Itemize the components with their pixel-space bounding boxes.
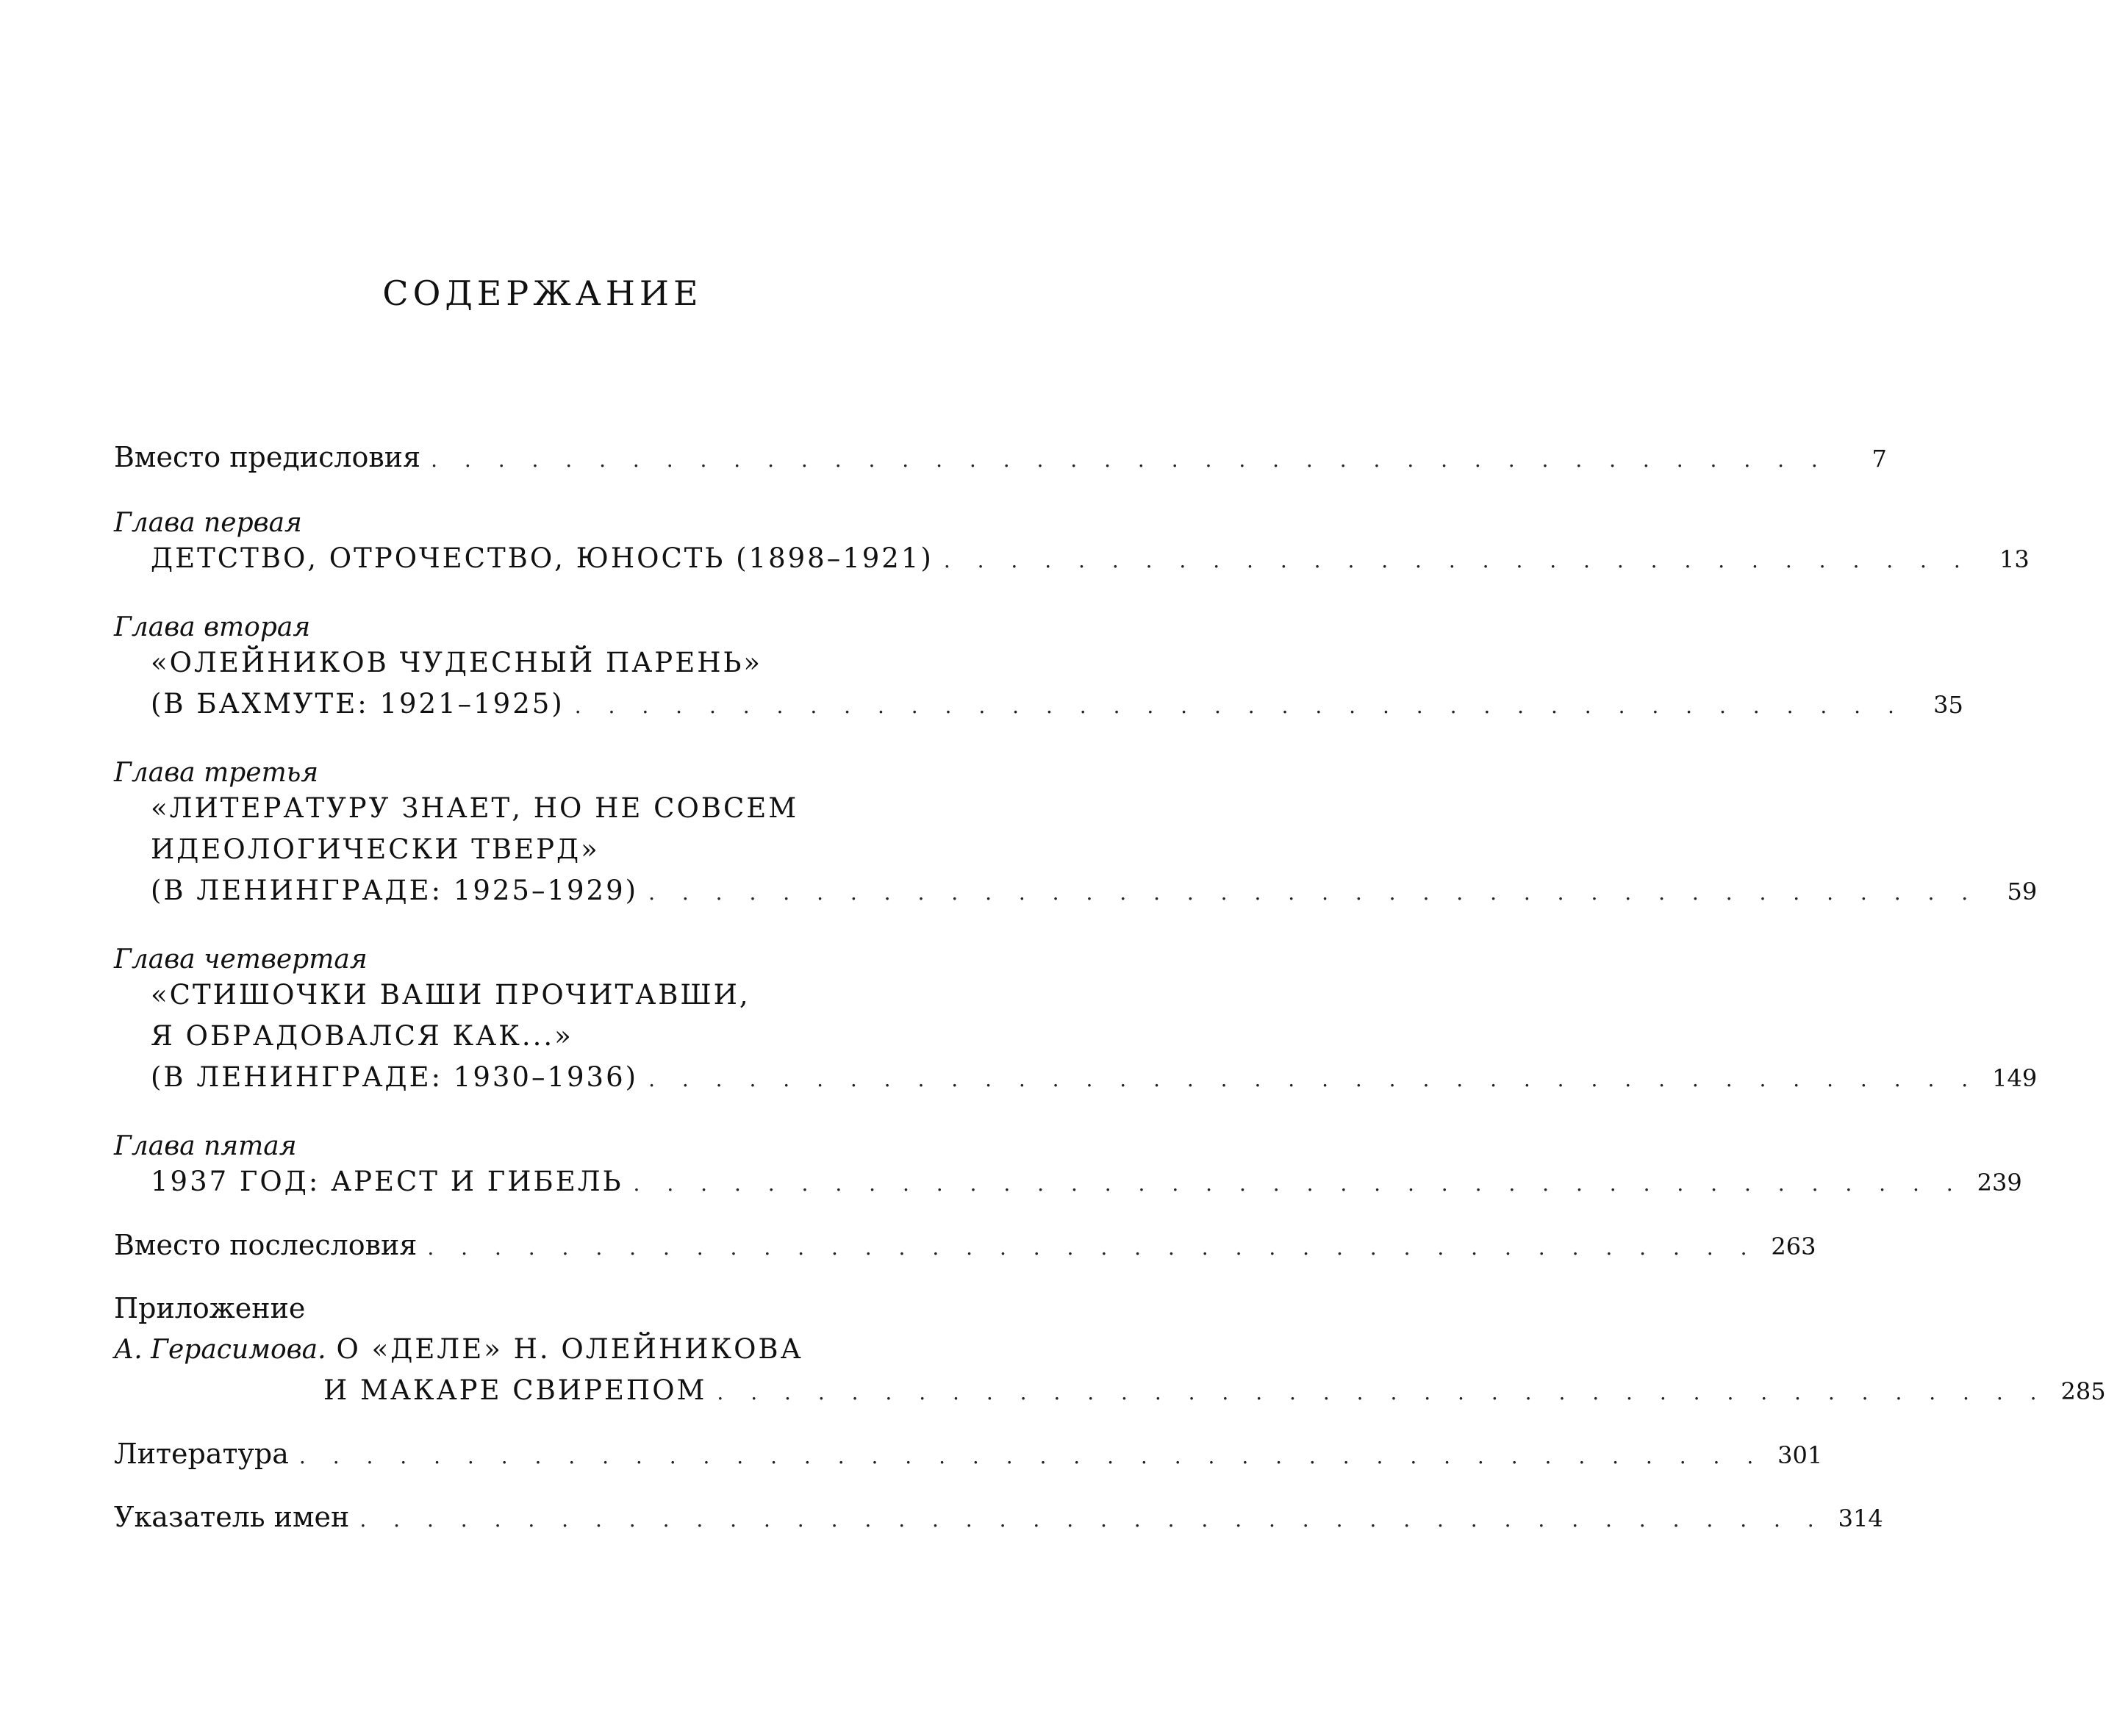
toc-entry-chapter-5[interactable] xyxy=(114,1166,2022,1207)
toc-entry-chapter-3-line-2[interactable] xyxy=(114,833,978,875)
entry-title: 1937 ГОД: АРЕСТ И ГИБЕЛЬ xyxy=(151,1166,623,1197)
dot-leader: . . . . . . . . . . . . . . . . . . . . . . . . . . . . . . . . . . . . . . . . xyxy=(574,694,1905,718)
dot-leader: . . . . . . . . . . . . . . . . . . . . . . . . . . . . . . . . . . . . . . . . xyxy=(648,880,1979,905)
entry-title: «ОЛЕЙНИКОВ ЧУДЕСНЫЙ ПАРЕНЬ» xyxy=(151,647,763,678)
entry-label: Указатель имен xyxy=(114,1501,350,1533)
page-number: 285 xyxy=(2060,1377,2106,1405)
entry-title: «ЛИТЕРАТУРУ ЗНАЕТ, НО НЕ СОВСЕМ xyxy=(151,792,799,824)
dot-leader: . . . . . . . . . . . . . . . . . . . . . . . . . . . . . . . . . . . . . . . . xyxy=(717,1380,2047,1405)
page-number: 59 xyxy=(2007,878,2038,905)
page-number: 239 xyxy=(1977,1169,2022,1197)
dot-leader: . . . . . . . . . . . . . . . . . . . . . . . . . . . . . . . . . . . . . . . . . . . . xyxy=(298,1444,1764,1468)
toc-entry-chapter-4-line-2[interactable] xyxy=(114,1020,978,1061)
toc-entry-index[interactable] xyxy=(114,1501,1883,1542)
author-name: А. Герасимова. xyxy=(114,1335,326,1365)
entry-title: (В ЛЕНИНГРАДЕ: 1925–1929) xyxy=(151,875,639,906)
dot-leader: . . . . . . . . . . . . . . . . . . . . . . . . . . . . . . . . . . . . . . . . xyxy=(633,1172,1963,1196)
toc-entry-chapter-2-line-1[interactable] xyxy=(114,647,978,688)
toc-entry-chapter-2[interactable] xyxy=(114,688,1963,729)
entry-label: Приложение xyxy=(114,1292,306,1324)
entry-title: И МАКАРЕ СВИРЕПОМ xyxy=(323,1374,707,1406)
toc-entry-chapter-4[interactable] xyxy=(114,1061,2038,1102)
chapter-label: Глава третья xyxy=(114,758,319,788)
dot-leader: . . . . . . . . . . . . . . . . . . . . . . . . . . . . . . . . . . . . . . . . xyxy=(427,1235,1758,1260)
toc-entry-literature[interactable] xyxy=(114,1438,1823,1479)
toc-entry-chapter-3-line-1[interactable] xyxy=(114,792,978,833)
page-number: 301 xyxy=(1777,1441,1823,1469)
entry-title: (В БАХМУТЕ: 1921–1925) xyxy=(151,688,565,720)
page-number: 35 xyxy=(1933,691,1963,719)
entry-label: Вместо послесловия xyxy=(114,1229,418,1261)
entry-title: ДЕТСТВО, ОТРОЧЕСТВО, ЮНОСТЬ (1898–1921) xyxy=(151,542,934,574)
toc-entry-appendix[interactable] xyxy=(114,1374,2106,1416)
toc-entry-chapter-1[interactable] xyxy=(114,542,2030,584)
page-number: 149 xyxy=(1992,1064,2038,1092)
toc-entry-chapter-3[interactable] xyxy=(114,875,2038,916)
chapter-label: Глава пятая xyxy=(114,1131,297,1161)
page-number: 314 xyxy=(1838,1504,1883,1532)
entry-title: (В ЛЕНИНГРАДЕ: 1930–1936) xyxy=(151,1061,639,1093)
appendix-heading xyxy=(114,1292,978,1333)
dot-leader: . . . . . . . . . . . . . . . . . . . . . . . . . . . . . . . xyxy=(943,548,1971,573)
dot-leader: . . . . . . . . . . . . . . . . . . . . . . . . . . . . . . . . . . . . . . . . xyxy=(648,1067,1979,1091)
toc-entry-chapter-4-line-1[interactable] xyxy=(114,979,978,1020)
entry-title: Я ОБРАДОВАЛСЯ КАК...» xyxy=(151,1020,573,1052)
chapter-label: Глава первая xyxy=(114,508,302,538)
chapter-label: Глава четвертая xyxy=(114,944,368,975)
toc-entry-afterword[interactable] xyxy=(114,1229,1816,1270)
entry-title: О «ДЕЛЕ» Н. ОЛЕЙНИКОВА xyxy=(336,1333,803,1365)
table-of-contents xyxy=(114,441,2106,1542)
page-number: 263 xyxy=(1771,1233,1816,1260)
entry-label: Вместо предисловия xyxy=(114,441,421,473)
entry-title: ИДЕОЛОГИЧЕСКИ ТВЕРД» xyxy=(151,833,600,865)
dot-leader: . . . . . . . . . . . . . . . . . . . . . . . . . . . . . . . . . . . . . . . . . . . . xyxy=(359,1507,1824,1532)
page-number: 13 xyxy=(1999,545,2030,573)
dot-leader: . . . . . . . . . . . . . . . . . . . . . . . . . . . . . . . . . . . . . . . . . . xyxy=(431,448,1828,472)
entry-label: Литература xyxy=(114,1438,289,1470)
chapter-label: Глава вторая xyxy=(114,612,311,642)
page-title: СОДЕРЖАНИЕ xyxy=(382,273,703,313)
toc-entry-appendix-line-1[interactable] xyxy=(114,1333,978,1374)
page-number: 7 xyxy=(1872,445,1887,473)
entry-title: «СТИШОЧКИ ВАШИ ПРОЧИТАВШИ, xyxy=(151,979,751,1011)
toc-entry-preface[interactable] xyxy=(114,441,1887,482)
